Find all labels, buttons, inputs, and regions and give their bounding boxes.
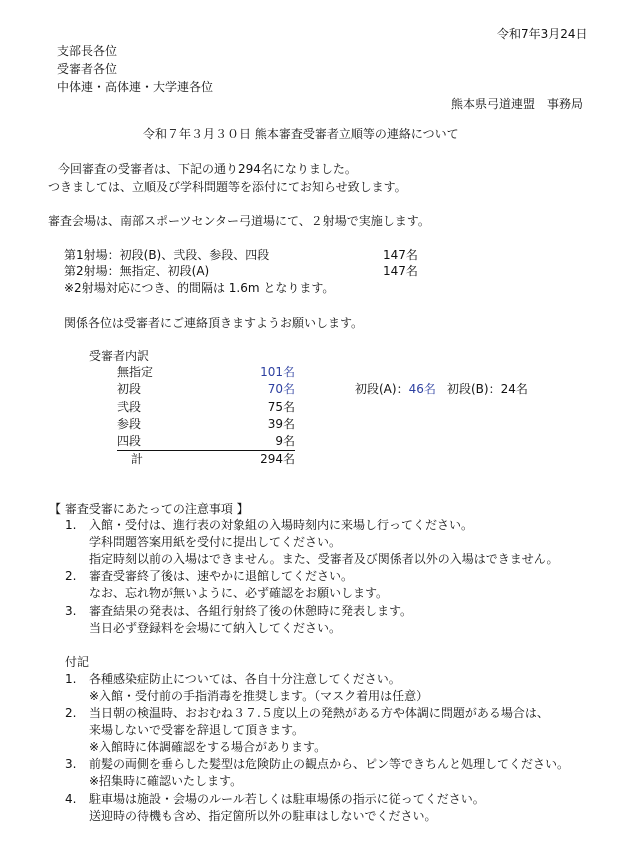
notice-item-line: 学科問題答案用紙を受付に提出してください。 (89, 535, 342, 549)
venue-text: 審査会場は、南部スポーツセンター弓道場にて、２射場で実施します。 (48, 214, 430, 228)
breakdown-row-count: 70名 (267, 382, 295, 396)
range-note: ※2射場対応につき、的間隔は 1.6m となります。 (64, 281, 335, 295)
notice-heading: 【 審査受審にあたっての注意事項 】 (49, 502, 249, 516)
breakdown-row-label: 初段 (117, 382, 142, 396)
appendix-item-line: 駐車場は施設・会場のルール若しくは駐車場係の指示に従ってください。 (89, 792, 485, 806)
notice-item-line: 審査受審終了後は、速やかに退館してください。 (89, 569, 354, 583)
range-2-count: 147名 (383, 264, 418, 278)
range-2-label: 第2射場：無指定、初段(A) (64, 264, 210, 278)
appendix-item-line: 送迎時の待機も含め、指定箇所以外の駐車はしないでください。 (89, 809, 437, 823)
notice-item-number: 1. (65, 518, 77, 532)
recipient-examinees: 受審者各位 (57, 62, 118, 76)
breakdown-total-count: 294名 (260, 452, 295, 466)
appendix-item-number: 3. (65, 757, 77, 771)
shodan-a-count: 46名 (408, 382, 436, 396)
appendix-item-number: 2. (65, 706, 77, 720)
appendix-item-line: 来場しないで受審を辞退して頂きます。 (89, 723, 305, 737)
appendix-item-line: ※入館・受付前の手指消毒を推奨します。（マスク着用は任意） (89, 689, 429, 703)
appendix-item-number: 1. (65, 672, 77, 686)
notice-item-line: なお、忘れ物が無いように、必ず確認をお願いします。 (89, 586, 389, 600)
notice-item-number: 2. (65, 569, 77, 583)
request-text: 関係各位は受審者にご連絡頂きますようお願いします。 (64, 316, 364, 330)
range-1-count: 147名 (383, 248, 418, 262)
appendix-item-line: 前髪の両側を垂らした髪型は危険防止の観点から、ピン等できちんと処理してください。 (89, 757, 570, 771)
document-title: 令和７年３月３０日 熊本審査受審者立順等の連絡について (143, 127, 459, 141)
appendix-item-line: ※入館時に体調確認をする場合があります。 (89, 740, 327, 754)
recipient-school-federations: 中体連・高体連・大学連各位 (57, 80, 214, 94)
intro-line-2: つきましては、立順及び学科問題等を添付にてお知らせ致します。 (48, 180, 407, 194)
breakdown-heading: 受審者内訳 (89, 349, 150, 363)
breakdown-row-count: 9名 (275, 434, 295, 448)
breakdown-total-rule (117, 450, 295, 451)
shodan-a-label: 初段(A)： (355, 382, 409, 396)
intro-line-1: 今回審査の受審者は、下記の通り294名になりました。 (58, 162, 357, 176)
notice-item-number: 3. (65, 604, 77, 618)
breakdown-row-count: 75名 (267, 400, 295, 414)
appendix-item-line: 当日朝の検温時、おおむね３７.５度以上の発熱がある方や体調に問題がある場合は、 (89, 706, 549, 720)
notice-item-line: 指定時刻以前の入場はできません。また、受審者及び関係者以外の入場はできません。 (89, 552, 559, 566)
notice-item-line: 入館・受付は、進行表の対象組の入場時刻内に来場し行ってください。 (89, 518, 474, 532)
breakdown-row-label: 無指定 (117, 365, 154, 379)
shodan-b: 初段(B)：24名 (447, 382, 528, 396)
notice-item-line: 審査結果の発表は、各組行射終了後の休憩時に発表します。 (89, 604, 413, 618)
range-1-label: 第1射場：初段(B)、弐段、参段、四段 (64, 248, 270, 262)
breakdown-row-label: 弐段 (117, 400, 142, 414)
sender: 熊本県弓道連盟 事務局 (451, 97, 584, 111)
recipient-branch-heads: 支部長各位 (57, 44, 118, 58)
breakdown-row-label: 参段 (117, 417, 142, 431)
notice-item-line: 当日必ず登録料を会場にて納入してください。 (89, 621, 342, 635)
shodan-split (355, 382, 436, 397)
breakdown-row-count: 101名 (260, 365, 295, 379)
appendix-item-line: 各種感染症防止については、各自十分注意してください。 (89, 672, 401, 686)
breakdown-row-count: 39名 (267, 417, 295, 431)
breakdown-row-label: 四段 (117, 434, 142, 448)
appendix-item-number: 4. (65, 792, 77, 806)
document-date: 令和7年3月24日 (497, 27, 588, 41)
appendix-heading: 付記 (65, 655, 90, 669)
breakdown-total-label: 計 (131, 452, 144, 466)
appendix-item-line: ※招集時に確認いたします。 (89, 774, 243, 788)
